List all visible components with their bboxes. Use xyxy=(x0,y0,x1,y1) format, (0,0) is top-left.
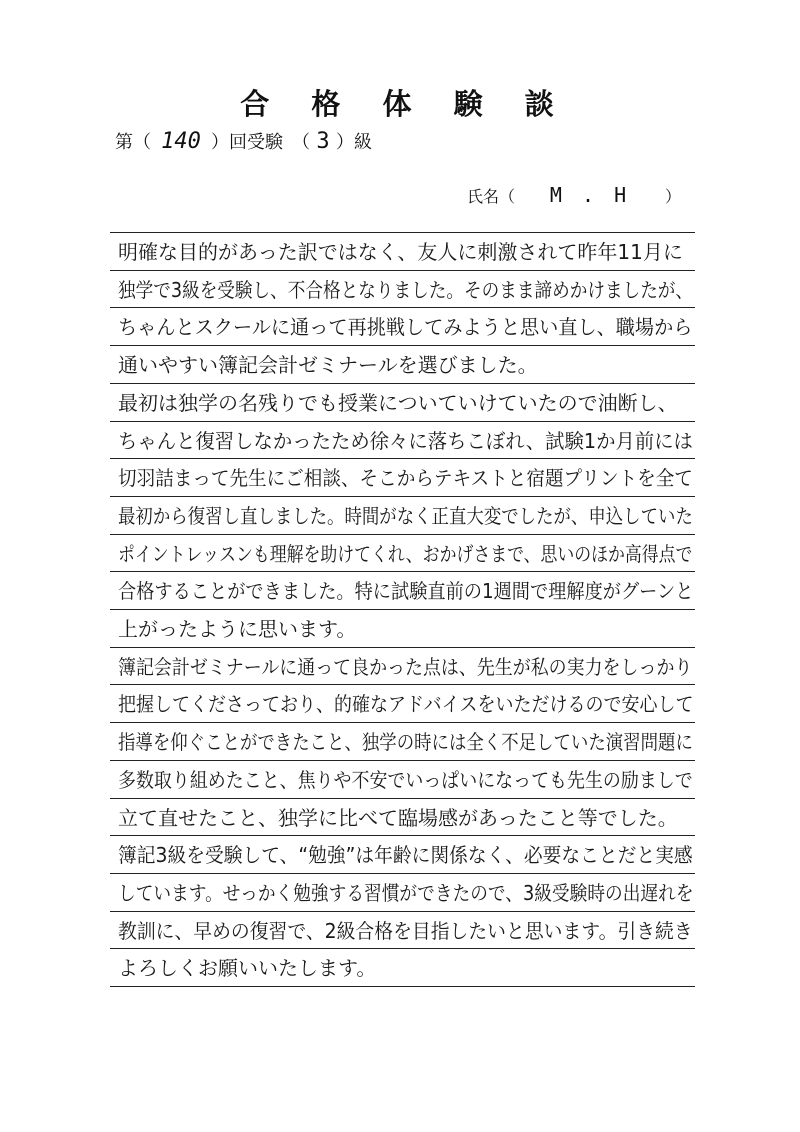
exam-grade: 3 xyxy=(316,129,330,154)
body-line: ポイントレッスンも理解を助けてくれ、おかげさまで、思いのほか高得点で xyxy=(118,541,693,566)
body-line: 通いやすい簿記会計ゼミナールを選びました。 xyxy=(118,353,538,378)
ruled-line xyxy=(110,383,695,384)
body-line: 多数取り組めたこと、焦りや不安でいっぱいになっても先生の励ましで xyxy=(118,767,693,792)
ruled-line xyxy=(110,798,695,799)
session-suffix: ）級 xyxy=(336,132,372,153)
name-close: ） xyxy=(665,187,682,206)
ruled-line xyxy=(110,609,695,610)
ruled-line xyxy=(110,873,695,874)
body-line: ちゃんと復習しなかったため徐々に落ちこぼれ、試験1か月前には xyxy=(118,428,693,453)
ruled-line xyxy=(110,458,695,459)
ruled-line xyxy=(110,647,695,648)
body-line: 上がったように思います。 xyxy=(118,617,357,641)
body-line: 合格することができました。特に試験直前の1週間で理解度がグーンと xyxy=(118,579,694,604)
ruled-line xyxy=(110,986,695,987)
ruled-line xyxy=(110,232,695,233)
body-line: よろしくお願いいたします。 xyxy=(118,956,377,981)
body-line: 最初は独学の名残りでも授業についていけていたので油断し、 xyxy=(118,390,678,415)
body-line: 把握してくださっており、的確なアドバイスをいただけるので安心して xyxy=(118,692,694,717)
body-line: 最初から復習し直しました。時間がなく正直大変でしたが、申込していた xyxy=(118,503,693,528)
name-value: M . H xyxy=(549,183,631,207)
ruled-line xyxy=(110,722,695,723)
ruled-line xyxy=(110,835,695,836)
name-label: 氏名（ xyxy=(467,187,516,206)
body-line: 簿記会計ゼミナールに通って良かった点は、先生が私の実力をしっかり xyxy=(118,654,693,679)
ruled-line xyxy=(110,534,695,535)
ruled-line xyxy=(110,571,695,572)
body-line: 教訓に、早めの復習で、2級合格を目指したいと思います。引き続き xyxy=(118,918,693,943)
ruled-line xyxy=(110,496,695,497)
exam-number: 140 xyxy=(161,129,201,154)
body-line: 切羽詰まって先生にご相談、そこからテキストと宿題プリントを全て xyxy=(118,466,693,491)
ruled-line xyxy=(110,948,695,949)
ruled-line xyxy=(110,684,695,685)
body-line: 簿記3級を受験して、“勉強”は年齢に関係なく、必要なことだと実感 xyxy=(118,843,693,868)
body-line: 指導を仰ぐことができたこと、独学の時には全く不足していた演習問題に xyxy=(118,730,693,755)
exam-session-line xyxy=(115,128,372,154)
body-line: ちゃんとスクールに通って再挑戦してみようと思い直し、職場から xyxy=(118,315,693,340)
ruled-line xyxy=(110,345,695,346)
ruled-line xyxy=(110,307,695,308)
body-line: しています。せっかく勉強する習慣ができたので、3級受験時の出遅れを xyxy=(118,880,694,905)
name-field xyxy=(467,183,681,207)
session-middle: ）回受験 （ xyxy=(211,132,310,153)
ruled-line xyxy=(110,760,695,761)
page-title: 合 格 体 験 談 xyxy=(240,87,570,121)
body-line: 独学で3級を受験し、不合格となりました。そのまま諦めかけましたが、 xyxy=(118,277,694,302)
ruled-line xyxy=(110,421,695,422)
ruled-line xyxy=(110,270,695,271)
body-line: 立て直せたこと、独学に比べて臨場感があったこと等でした。 xyxy=(118,805,678,830)
body-line: 明確な目的があった訳ではなく、友人に刺激されて昨年11月に xyxy=(118,240,683,264)
session-prefix: 第（ xyxy=(115,132,151,153)
ruled-line xyxy=(110,911,695,912)
